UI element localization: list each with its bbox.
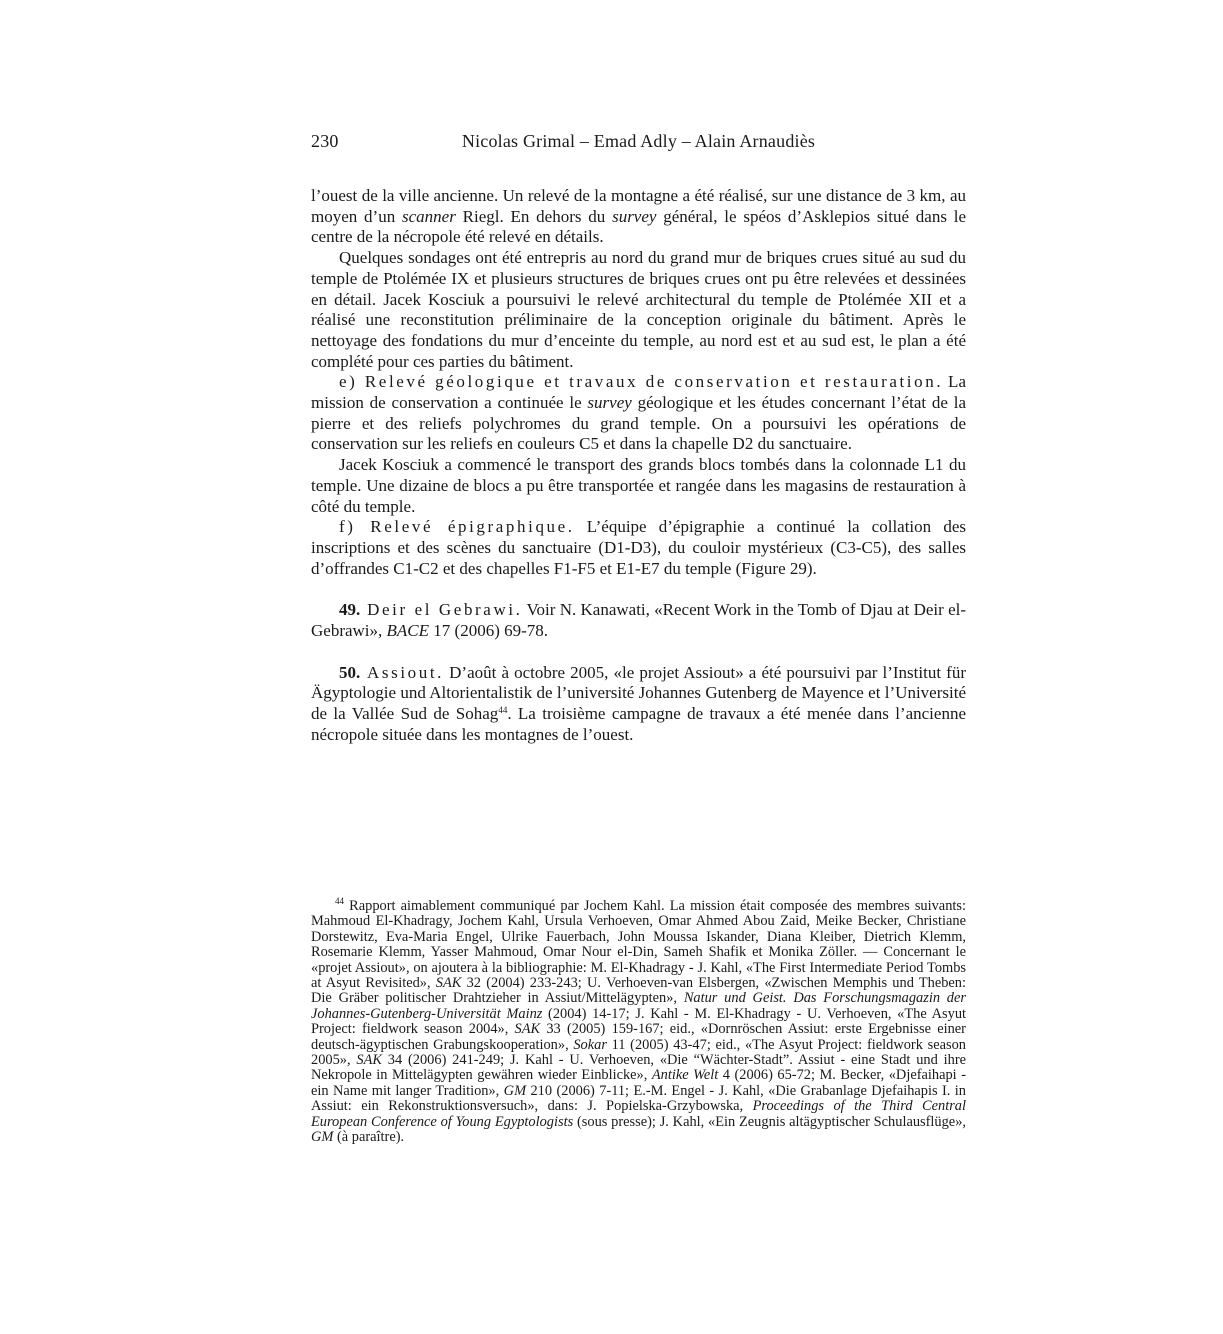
site-name: Assiout. bbox=[360, 662, 445, 682]
footnote-44: $^{44}$ Rapport aimablement communiqué par Jochem Kahl. La mission était composée des membres suivants: Mahmoud El-Khadragy, Jochem Kahl, Ursula Verhoeven, Omar Ahmed Abou Zaid, Meike Becker, Christiane Dorstewitz, Eva-Maria Engel, Ulrike Fauerbach, John Moussa Iskander, Diana Kleiber, Dietrich Klemm, Rosemarie Klemm, Yasser Mahmoud, Omar Nour el-Din, Sameh Shafik et Monika Zöller. — Concernant le «projet Assiout», on ajoutera à la bibliographie: M. El-Khadragy - J. Kahl, «The First Intermediate Period Tombs at Asyut Revisited», SAK 32 (2004) 233-243; U. Verhoeven-van Elsbergen, «Zwischen Memphis und Theben: Die Gräber politischer Drahtzieher in Assiut/Mittelägypten», Natur und Geist. Das Forschungsmagazin der Johannes-Gutenberg-Universität Mainz (2004) 14-17; J. Kahl - M. El-Khadragy - U. Verhoeven, «The Asyut Project: fieldwork season 2004», SAK 33 (2005) 159-167; eid., «Dornröschen Assiut: erste Ergebnisse einer deutsch-ägyptischen Grabungskooperation», Sokar 11 (2005) 43-47; eid., «The Asyut Project: fieldwork season 2005», SAK 34 (2006) 241-249; J. Kahl - U. Verhoeven, «Die “Wächter-Stadt”. Assiut - eine Stadt und ihre Nekropole in Mittelägypten gewähren wieder Einblicke», Antike Welt 4 (2006) 65-72; M. Becker, «Djefaihapi - ein Name mit langer Tradition», GM 210 (2006) 7-11; E.-M. Engel - J. Kahl, «Die Grabanlage Djefaihapis I. in Assiut: ein Rekonstruktionsversuch», dans: J. Popielska-Grzybowska, Proceedings of the Third Central European Conference of Young Egyptologists (sous presse); J. Kahl, «Ein Zeugnis altägyptischer Schulausflüge», GM (à paraître). bbox=[311, 896, 967, 1146]
paragraph-geologie: e) Relevé géologique et travaux de conservation et restauration. La mission de conservation a continuée le survey géologique et les études concernant l’état de la pierre et des reliefs polychromes du grand temple. On a poursuivi les opérations de conservation sur les reliefs en couleurs C5 et dans la chapelle D2 du sanctuaire. bbox=[311, 372, 967, 454]
site-name: Deir el Gebrawi. bbox=[360, 600, 523, 620]
emphasis: survey bbox=[587, 393, 632, 413]
emphasis: survey bbox=[612, 206, 657, 226]
section-heading-e: e) Relevé géologique et travaux de conservation et restauration. bbox=[339, 372, 944, 392]
footnote-marker: 44 bbox=[335, 896, 344, 906]
page-header bbox=[311, 131, 966, 157]
section-heading-f: f) Relevé épigraphique. bbox=[339, 517, 575, 537]
paragraph-transport: Jacek Kosciuk a commencé le transport des grands blocs tombés dans la colonnade L1 du temple. Une dizaine de blocs a pu être transportée et rangée dans les magasins de restauration à côté du temple. bbox=[311, 455, 966, 516]
emphasis: scanner bbox=[402, 206, 456, 226]
page-number: 230 bbox=[311, 131, 339, 151]
paragraph-sondages: Quelques sondages ont été entrepris au nord du grand mur de briques crues situé au sud du temple de Ptolémée IX et plusieurs structures de briques crues ont pu être relevées et dessinées en détail. Jacek Kosciuk a poursuivi le relevé architectural du temple de Ptolémée XII et a réalisé une reconstitution préliminaire de la conception originale du bâtiment. Après le nettoyage des fondations du mur d’enceinte du temple, au nord est et au sud est, le plan a été complété pour ces parties du bâtiment. bbox=[311, 248, 966, 371]
entry-50: 50. Assiout. D’août à octobre 2005, «le projet Assiout» a été poursuivi par l’Institut für Ägyptologie und Altorientalistik de l’université Johannes Gutenberg de Mayence et l’Université de la Vallée Sud de Sohag$^{44}$. La troisième campagne de travaux a été menée dans l’ancienne nécropole située dans les montagnes de l’ouest. bbox=[311, 662, 966, 744]
entry-49: 49. Deir el Gebrawi. Voir N. Kanawati, «Recent Work in the Tomb of Djau at Deir el-Gebrawi», BACE 17 (2006) 69-78. bbox=[311, 600, 966, 641]
journal-title: BACE bbox=[386, 621, 430, 641]
paragraph-epigraphie: f) Relevé épigraphique. L’équipe d’épigraphie a continué la collation des inscriptions et des scènes du sanctuaire (D1-D3), du couloir mystérieux (C3-C5), des salles d’offrandes C1-C2 et des chapelles F1-F5 et E1-E7 du temple (Figure 29). bbox=[311, 517, 966, 578]
main-text bbox=[311, 186, 966, 746]
entry-number: 49. bbox=[339, 600, 361, 620]
footnote-ref[interactable]: 44 bbox=[498, 705, 508, 716]
running-head: Nicolas Grimal – Emad Adly – Alain Arnaudiès bbox=[461, 131, 816, 151]
entry-number: 50. bbox=[339, 662, 361, 682]
paragraph-continuation: l’ouest de la ville ancienne. Un relevé de la montagne a été réalisé, sur une distance de 3 km, au moyen d’un scanner Riegl. En dehors du survey général, le spéos d’Asklepios situé dans le centre de la nécropole été relevé en détails. bbox=[311, 186, 966, 247]
